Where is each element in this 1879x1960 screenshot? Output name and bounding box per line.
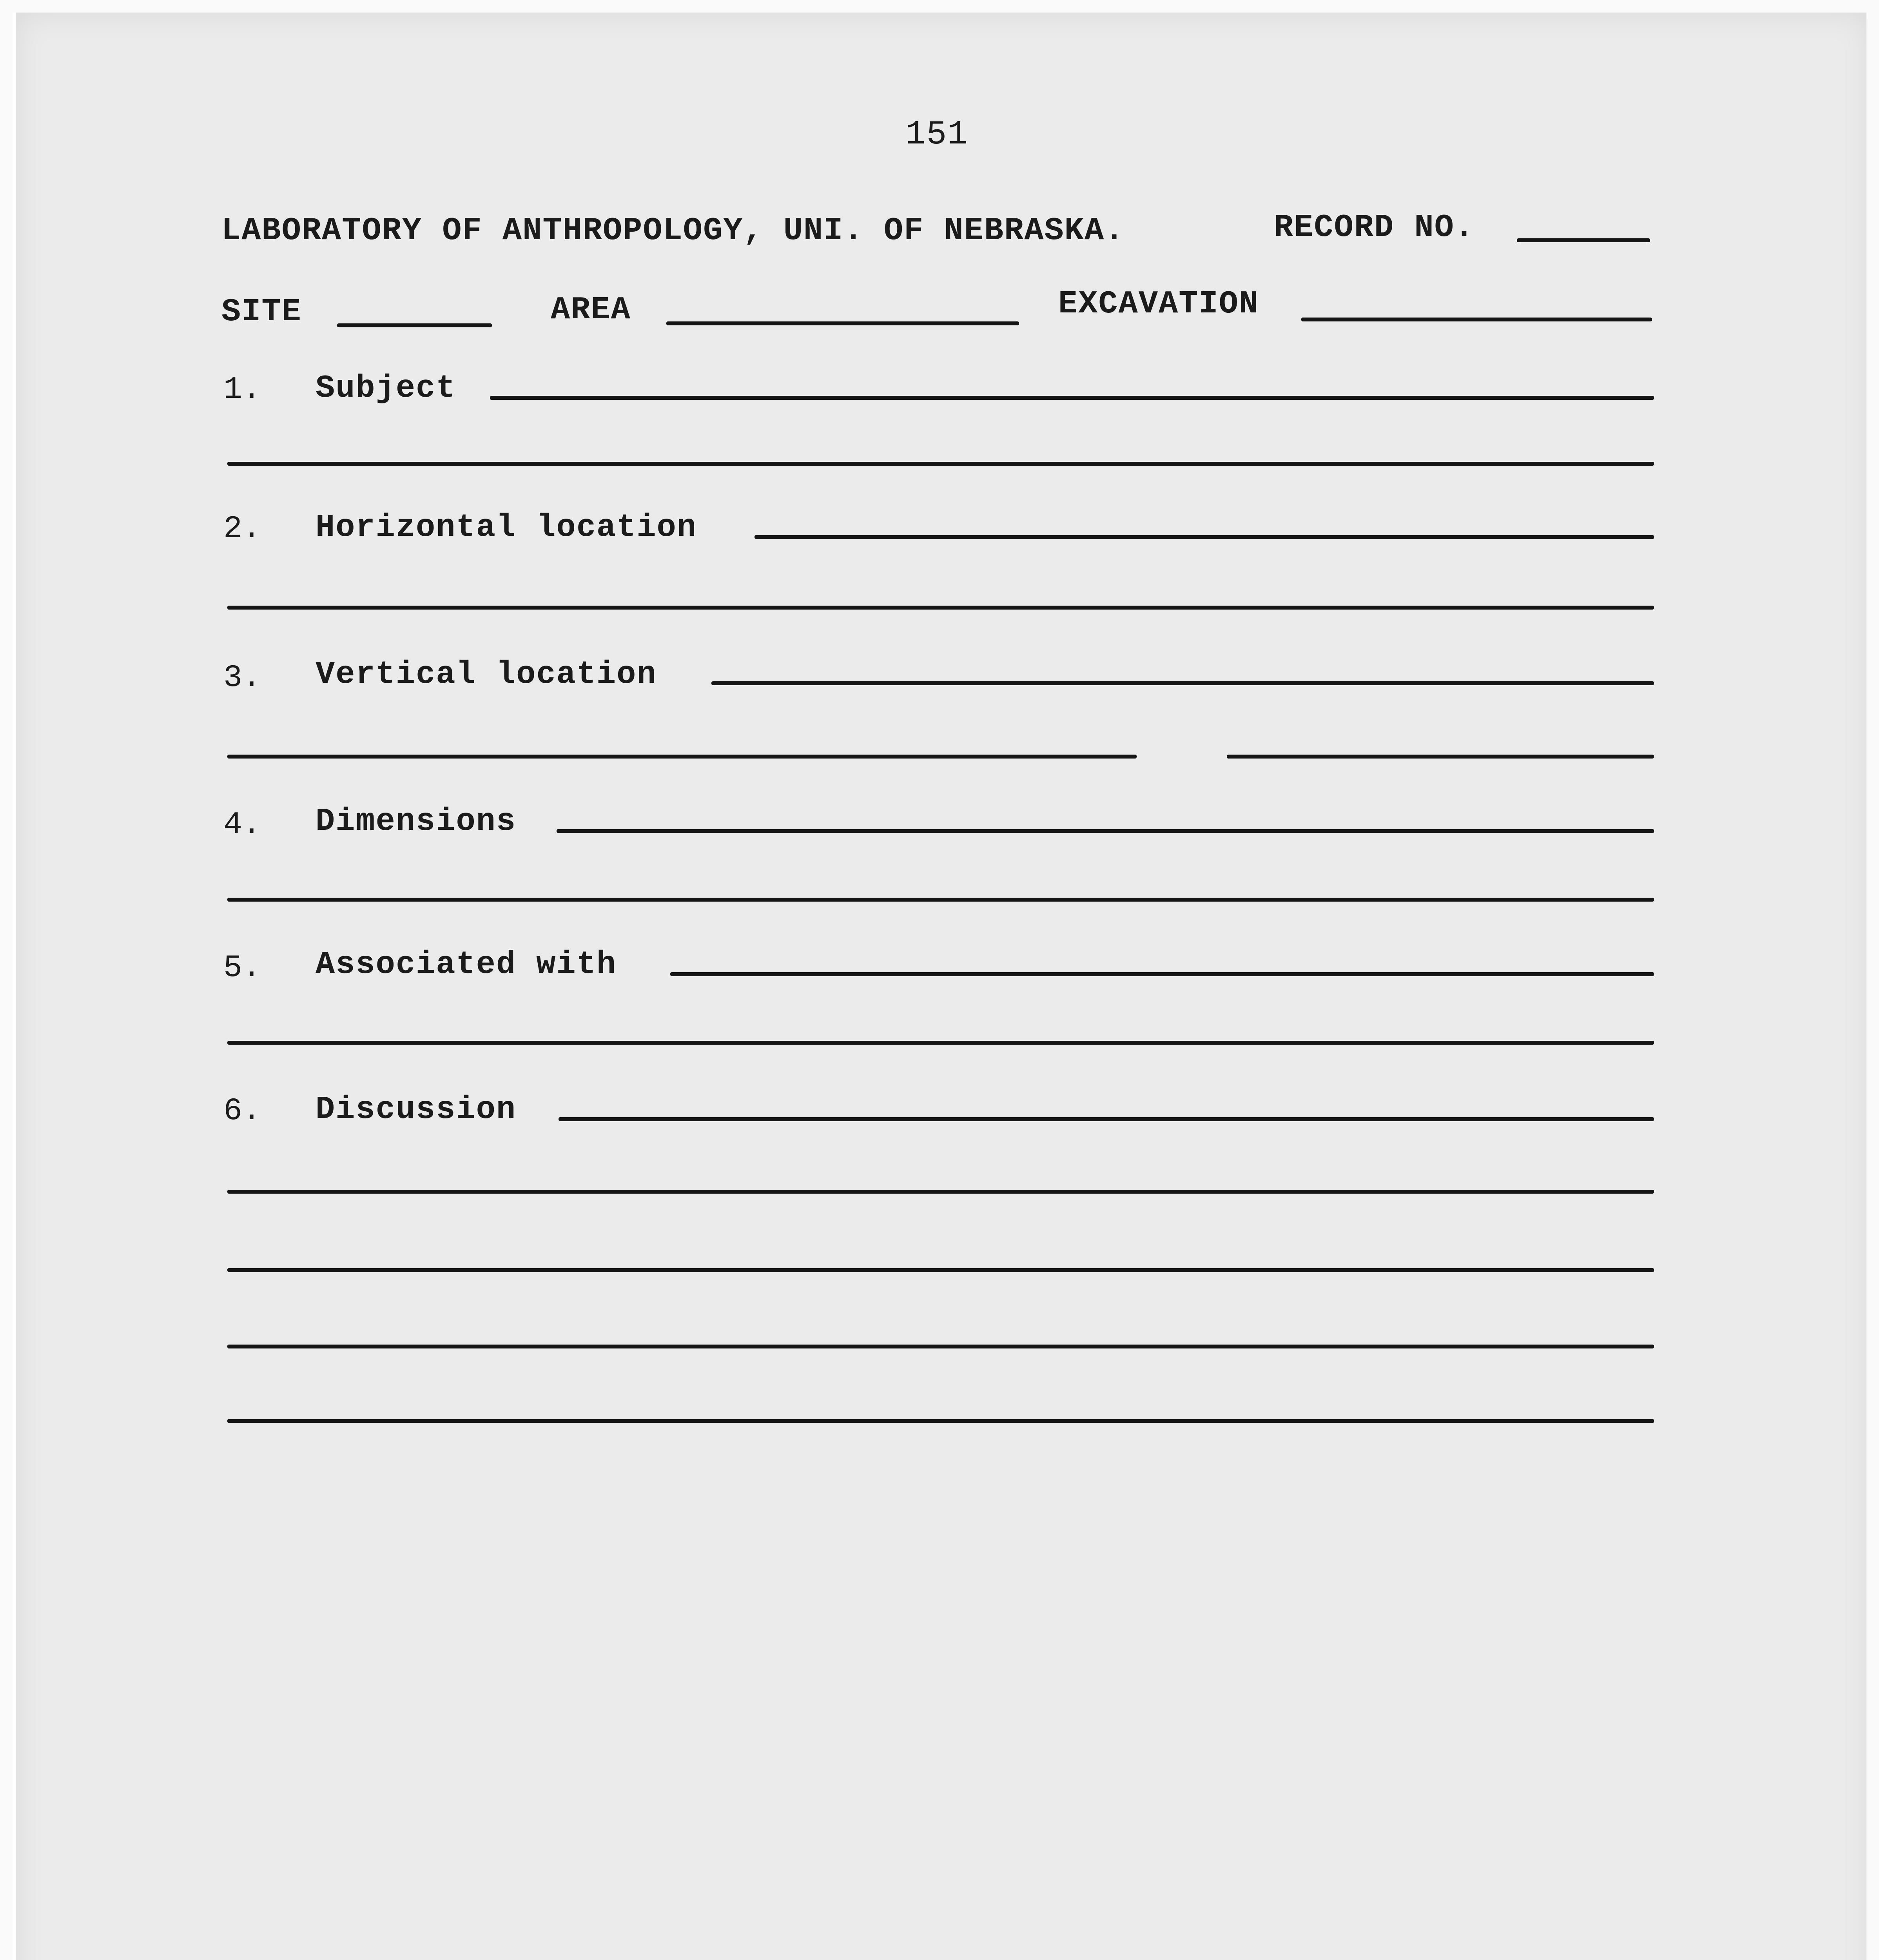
vertical-location-line-2a[interactable]	[227, 755, 1137, 759]
lab-heading: LABORATORY OF ANTHROPOLOGY, UNI. OF NEBRASKA.	[221, 212, 1125, 249]
discussion-line-4[interactable]	[227, 1345, 1654, 1348]
dimensions-line-1[interactable]	[557, 829, 1654, 833]
record-no-line[interactable]	[1517, 238, 1650, 242]
item-number-4: 4.	[223, 807, 261, 843]
dimensions-label: Dimensions	[316, 803, 517, 840]
vertical-location-line-1[interactable]	[711, 681, 1654, 685]
excavation-line[interactable]	[1301, 318, 1652, 321]
site-line[interactable]	[337, 323, 492, 327]
area-label: AREA	[551, 292, 631, 328]
record-no-label: RECORD NO.	[1274, 209, 1475, 246]
area-line[interactable]	[666, 321, 1019, 325]
subject-line-1[interactable]	[490, 396, 1654, 400]
discussion-line-5[interactable]	[227, 1419, 1654, 1423]
horizontal-location-line-2[interactable]	[227, 606, 1654, 610]
discussion-line-1[interactable]	[559, 1117, 1654, 1121]
item-number-1: 1.	[223, 372, 261, 408]
site-label: SITE	[221, 294, 302, 330]
excavation-label: EXCAVATION	[1058, 286, 1259, 322]
associated-with-line-2[interactable]	[227, 1041, 1654, 1045]
discussion-label: Discussion	[316, 1091, 517, 1128]
subject-line-2[interactable]	[227, 462, 1654, 466]
discussion-line-2[interactable]	[227, 1190, 1654, 1194]
discussion-line-3[interactable]	[227, 1268, 1654, 1272]
page-number: 151	[905, 115, 969, 154]
item-number-6: 6.	[223, 1093, 261, 1129]
horizontal-location-label: Horizontal location	[316, 509, 697, 546]
horizontal-location-line-1[interactable]	[755, 535, 1654, 539]
vertical-location-label: Vertical location	[316, 656, 657, 693]
vertical-location-line-2b[interactable]	[1227, 755, 1654, 759]
associated-with-line-1[interactable]	[670, 972, 1654, 976]
item-number-3: 3.	[223, 660, 261, 696]
subject-label: Subject	[316, 370, 456, 407]
dimensions-line-2[interactable]	[227, 898, 1654, 902]
item-number-5: 5.	[223, 950, 261, 986]
associated-with-label: Associated with	[316, 946, 617, 983]
item-number-2: 2.	[223, 511, 261, 547]
